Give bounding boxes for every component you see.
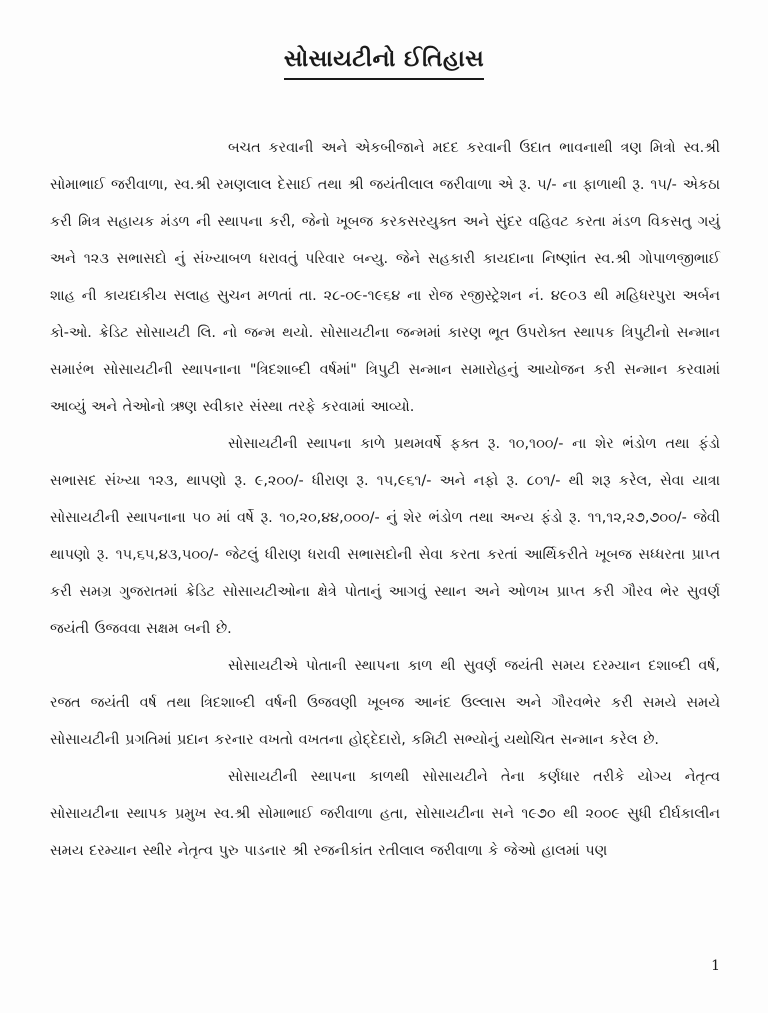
- document-body: [50, 130, 720, 870]
- page-title: સોસાયટીનો ઈતિહાસ: [284, 42, 484, 80]
- paragraph-founding: બચત કરવાની અને એકબીજાને મદદ કરવાની ઉદાત ભાવનાથી ત્રણ મિત્રો સ્વ.શ્રી સોમાભાઈ જરીવાળા, સ્વ.શ્રી રમણલાલ દેસાઈ તથા શ્રી જયંતીલાલ જરીવાળા એ રૂ. ૫/- ના ફાળાથી રૂ. ૧૫/- એકઠા કરી મિત્ર સહાયક મંડળ ની સ્થાપના કરી, જેનો ખૂબજ કરકસરયુક્ત અને સુંદર વહિવટ કરતા મંડળ વિકસતુ ગયું અને ૧૨૩ સભાસદો નું સંખ્યાબળ ધરાવતું પરિવાર બન્યુ. જેને સહકારી કાયદાના નિષ્ણાંત સ્વ.શ્રી ગોપાળજીભાઈ શાહ ની કાયદાકીય સલાહ સુચન મળતાં તા. ૨૮-૦૯-૧૯૬૪ ના રોજ રજીસ્ટ્રેશન નં. ૪૯૦૩ થી મહિધરપુરા અર્બન કો-ઓ. ક્રેડિટ સોસાયટી લિ. નો જન્મ થયો. સોસાયટીના જન્મમાં કારણ ભૂત ઉપરોક્ત સ્થાપક ત્રિપુટીનો સન્માન સમારંભ સોસાયટીની સ્થાપનાના "ત્રિદશાબ્દી વર્ષમાં" ત્રિપુટી સન્માન સમારોહનું આયોજન કરી સન્માન કરવામાં આવ્યું અને તેઓનો ઋણ સ્વીકાર સંસ્થા તરફે કરવામાં આવ્યો.: [50, 140, 720, 415]
- page-number: 1: [711, 958, 720, 974]
- paragraph-celebrations: સોસાયટીએ પોતાની સ્થાપના કાળ થી સુવર્ણ જયંતી સમય દરમ્યાન દશાબ્દી વર્ષ, રજત જયંતી વર્ષ તથા ત્રિદશાબ્દી વર્ષની ઉજવણી ખૂબજ આનંદ ઉલ્લાસ અને ગૌરવભેર કરી સમયે સમયે સોસાયટીની પ્રગતિમાં પ્રદાન કરનાર વખતો વખતના હોદ્દેદારો, કમિટી સભ્યોનું યથોચિત સન્માન કરેલ છે.: [50, 658, 720, 748]
- paragraph-finances: સોસાયટીની સ્થાપના કાળે પ્રથમવર્ષે ફક્ત રૂ. ૧૦,૧૦૦/- ના શેર ભંડોળ તથા ફંડો સભાસદ સંખ્યા ૧૨૩, થાપણો રૂ. ૯,૨૦૦/- ધીરાણ રૂ. ૧૫,૯૬૧/- અને નફો રૂ. ૮૦૧/- થી શરૂ કરેલ, સેવા યાત્રા સોસાયટીની સ્થાપનાના ૫૦ માં વર્ષે રૂ. ૧૦,૨૦,૪૪,૦૦૦/- નું શેર ભંડોળ તથા અન્ય ફંડો રૂ. ૧૧,૧૨,૨૭,૭૦૦/- જેવી થાપણો રૂ. ૧૫,૬૫,૪૩,૫૦૦/- જેટલું ધીરાણ ધરાવી સભાસદોની સેવા કરતા કરતાં આર્થિકરીતે ખૂબજ સધ્ધરતા પ્રાપ્ત કરી સમગ્ર ગુજરાતમાં ક્રેડિટ સોસાયટીઓના ક્ષેત્રે પોતાનું આગવું સ્થાન અને ઓળખ પ્રાપ્ત કરી ગૌરવ ભેર સુવર્ણ જયંતી ઉજવવા સક્ષમ બની છે.: [50, 436, 720, 637]
- paragraph-leadership: સોસાયટીની સ્થાપના કાળથી સોસાયટીને તેના કર્ણધાર તરીકે યોગ્ય નેતૃત્વ સોસાયટીના સ્થાપક પ્રમુખ સ્વ.શ્રી સોમાભાઈ જરીવાળા હતા, સોસાયટીના સને ૧૯૭૦ થી ૨૦૦૯ સુધી દીર્ઘકાલીન સમય દરમ્યાન સ્થીર નેતૃત્વ પુરુ પાડનાર શ્રી રજનીકાંત રતીલાલ જરીવાળા કે જેઓ હાલમાં પણ: [50, 769, 720, 859]
- title-block: [0, 42, 768, 80]
